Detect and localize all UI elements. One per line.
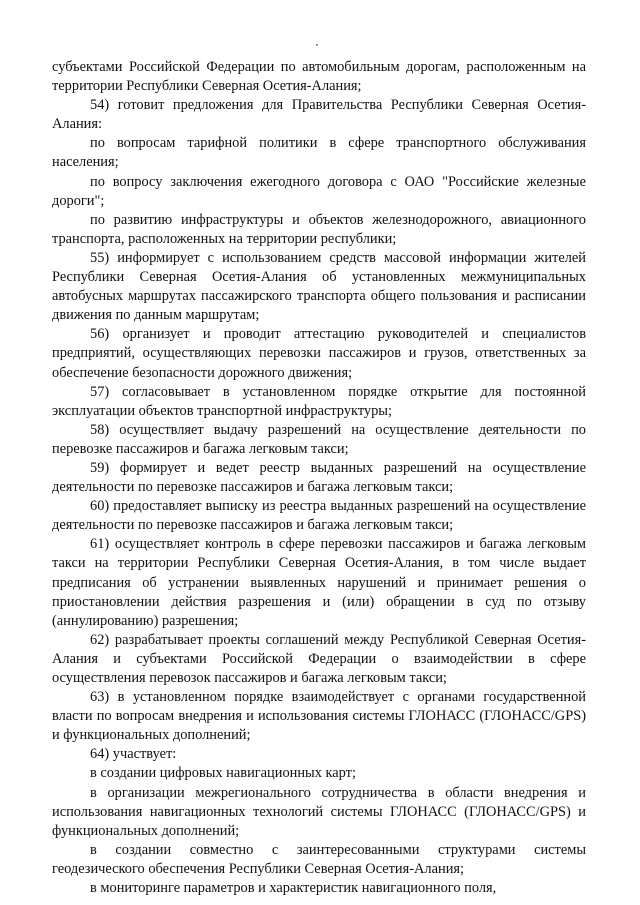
paragraph-2: 54) готовит предложения для Правительства Республики Северная Осетия-Алания: (52, 97, 586, 133)
paragraph-3: по вопросам тарифной политики в сфере транспортного обслуживания населения; (52, 135, 586, 171)
paragraph-19: в мониторинге параметров и характеристик навигационного поля, (90, 880, 497, 897)
paragraph-18: в создании совместно с заинтересованными структурами системы геодезического обеспечения Республики Северная Осетия-Алания; (52, 841, 586, 877)
paragraph-11: 60) предоставляет выписку из реестра выданных разрешений на осуществление деятельности по перевозке пассажиров и багажа легковым такси; (52, 498, 586, 534)
scan-speck (316, 44, 318, 46)
paragraph-8: 57) согласовывает в установленном порядке открытие для постоянной эксплуатации объектов транспортной инфраструктуры; (52, 383, 586, 419)
paragraph-17: в организации межрегионального сотрудничества в области внедрения и использования навигационных технологий системы ГЛОНАСС (ГЛОНАСС/GPS) и функциональных дополнений; (52, 784, 586, 839)
paragraph-5: по развитию инфраструктуры и объектов железнодорожного, авиационного транспорта, расположенных на территории республики; (52, 211, 586, 247)
paragraph-16: в создании цифровых навигационных карт; (90, 765, 356, 782)
paragraph-1: субъектами Российской Федерации по автомобильным дорогам, расположенным на территории Республики Северная Осетия-Алания; (52, 59, 586, 95)
paragraph-7: 56) организует и проводит аттестацию руководителей и специалистов предприятий, осуществляющих перевозки пассажиров и грузов, ответственных за обеспечение безопасности дорожного движения; (52, 326, 586, 381)
paragraph-10: 59) формирует и ведет реестр выданных разрешений на осуществление деятельности по перевозке пассажиров и багажа легковым такси; (52, 459, 586, 496)
paragraph-15: 64) участвует: (90, 746, 177, 763)
paragraph-9: 58) осуществляет выдачу разрешений на осуществление деятельности по перевозке пассажиров и багажа легковым такси; (52, 421, 586, 457)
paragraph-12: 61) осуществляет контроль в сфере перевозки пассажиров и багажа легковым такси на территории Республики Северная Осетия-Алания, в том числе выдает предписания об устранении выявленных нарушений и принимает решения о приостановлении действия разрешения и (или) обращении в суд по отзыву (аннулированию) разрешения; (52, 536, 586, 629)
paragraph-4: по вопросу заключения ежегодного договора с ОАО "Российские железные дороги"; (52, 173, 586, 209)
paragraph-6: 55) информирует с использованием средств массовой информации жителей Республики Северная Осетия-Алания об установленных межмуниципальных автобусных маршрутах пассажирского транспорта общего пользования и расписании движения по данным маршрутам; (52, 249, 586, 324)
document-body (52, 58, 586, 898)
paragraph-13: 62) разрабатывает проекты соглашений между Республикой Северная Осетия-Алания и субъектами Российской Федерации о взаимодействии в сфере осуществления перевозок пассажиров и багажа легковым такси; (52, 631, 586, 686)
paragraph-14: 63) в установленном порядке взаимодействует с органами государственной власти по вопросам внедрения и использования системы ГЛОНАСС (ГЛОНАСС/GPS) и функциональных дополнений; (52, 689, 586, 744)
